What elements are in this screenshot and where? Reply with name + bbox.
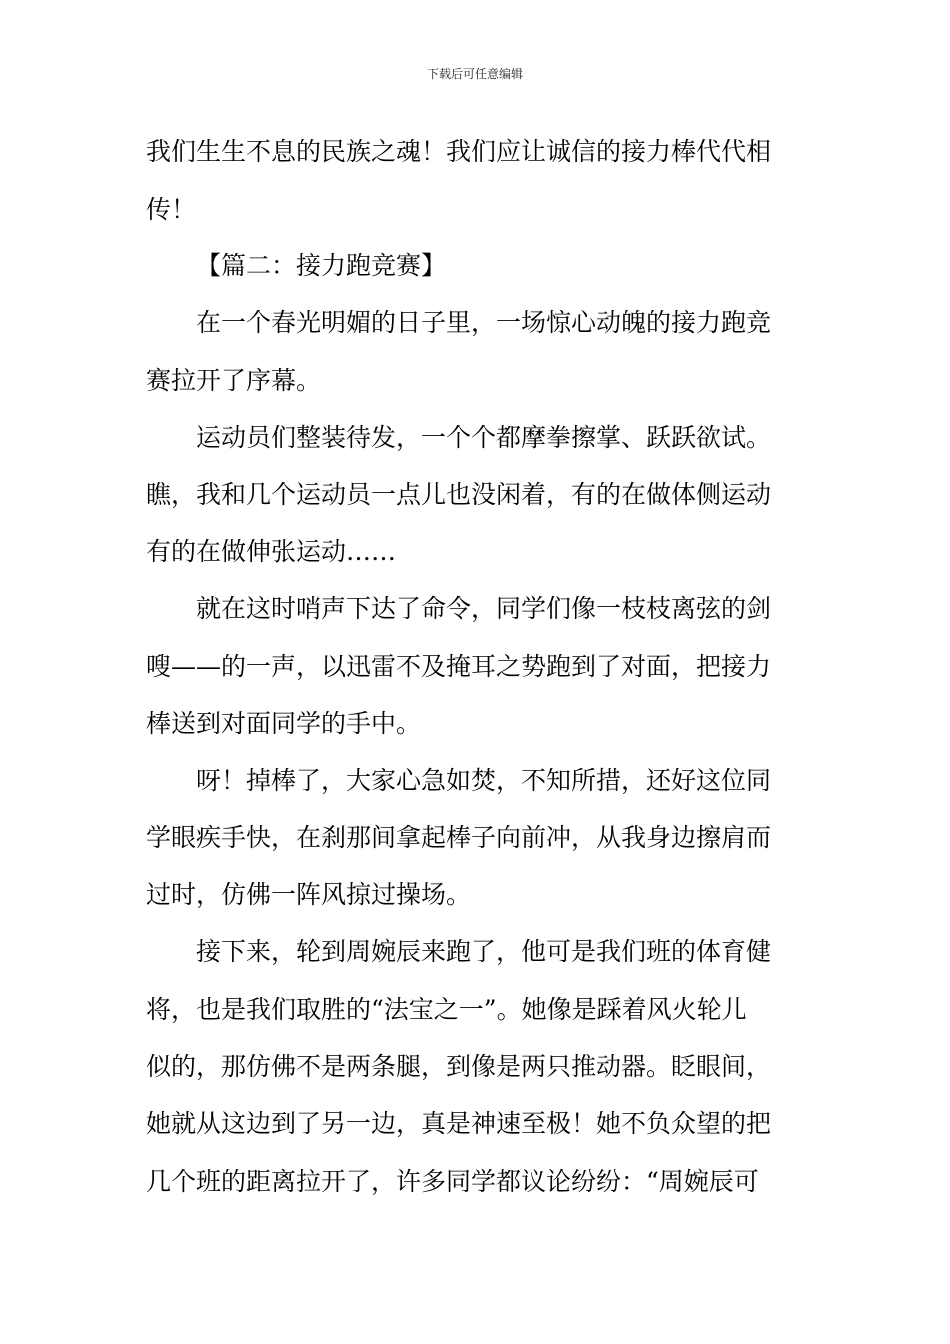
text-line: 学眼疾手快，在刹那间拿起棒子向前冲，从我身边擦肩而: [146, 823, 772, 852]
text-line: 有的在做伸张运动……: [146, 537, 397, 566]
text-line: 似的，那仿佛不是两条腿，到像是两只推动器。眨眼间，: [146, 1052, 772, 1081]
text-line: 几个班的距离拉开了，许多同学都议论纷纷：“周婉辰可: [146, 1167, 759, 1196]
text-line: 将，也是我们取胜的“法宝之一”。她像是踩着风火轮儿: [146, 995, 747, 1024]
text-line: 过时，仿佛一阵风掠过操场。: [146, 880, 472, 909]
text-line: 棒送到对面同学的手中。: [146, 709, 422, 738]
text-line: 瞧，我和几个运动员一点儿也没闲着，有的在做体侧运动: [146, 480, 772, 509]
text-line: 接下来，轮到周婉辰来跑了，他可是我们班的体育健: [196, 937, 772, 966]
text-line: 运动员们整装待发，一个个都摩拳擦掌、跃跃欲试。: [196, 423, 772, 452]
text-line: 呀！掉棒了，大家心急如焚，不知所措，还好这位同: [196, 766, 772, 795]
text-line: 嗖——的一声，以迅雷不及掩耳之势跑到了对面，把接力: [146, 652, 772, 681]
text-line: 赛拉开了序幕。: [146, 366, 322, 395]
text-line: 在一个春光明媚的日子里，一场惊心动魄的接力跑竞: [196, 308, 772, 337]
text-line: 就在这时哨声下达了命令，同学们像一枝枝离弦的剑: [196, 594, 772, 623]
text-line: 我们生生不息的民族之魂！我们应让诚信的接力棒代代相: [146, 137, 772, 166]
page-header: 下载后可任意编辑: [426, 67, 523, 81]
text-line: 传！: [146, 195, 197, 224]
section-heading: 【篇二：接力跑竞赛】: [196, 251, 447, 280]
text-line: 她就从这边到了另一边，真是神速至极！她不负众望的把: [146, 1109, 772, 1138]
